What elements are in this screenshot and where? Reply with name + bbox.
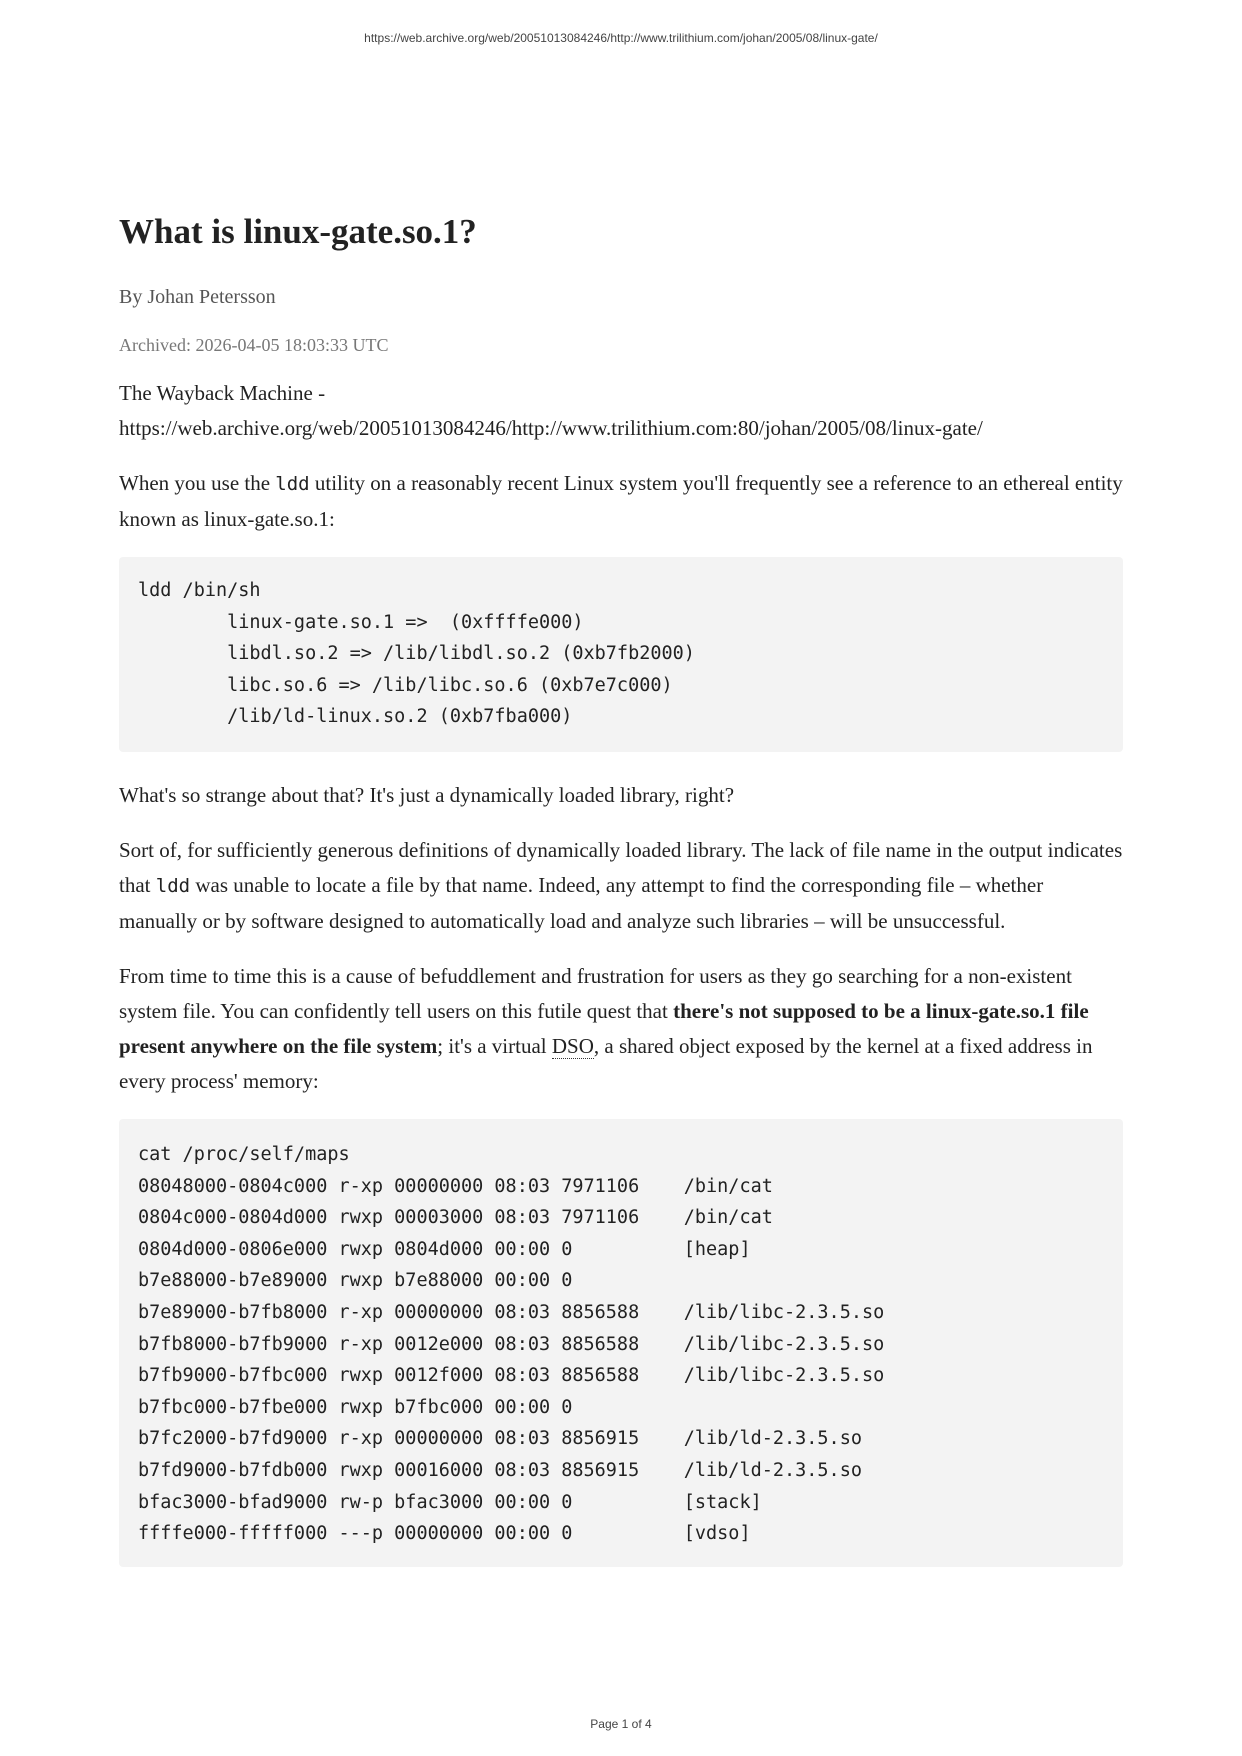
- code-line: b7fbc000-b7fbe000 rwxp b7fbc000 00:00 0: [138, 1396, 573, 1418]
- page-number: Page 1 of 4: [590, 1717, 652, 1731]
- dso-abbreviation: DSO: [551, 1034, 594, 1058]
- explanation-text-before: Sort of, for sufficiently generous definitions of dynamically loaded library. The lack of file name in the output indicates that: [119, 838, 1123, 897]
- inline-code-ldd: ldd: [275, 473, 310, 495]
- inline-code-ldd: ldd: [155, 875, 191, 897]
- archived-timestamp: Archived: 2026-04-05 18:03:33 UTC: [119, 335, 389, 355]
- code-line: bfac3000-bfad9000 rw-p bfac3000 00:00 0 [stack]: [138, 1491, 762, 1513]
- code-line: libc.so.6 => /lib/libc.so.6 (0xb7e7c000): [138, 674, 673, 696]
- dso-text-middle: ; it's a virtual: [437, 1034, 552, 1058]
- code-block-proc-maps: [119, 1119, 1123, 1567]
- page-title: What is linux-gate.so.1?: [119, 212, 477, 251]
- code-line: 0804c000-0804d000 rwxp 00003000 08:03 7971106 /bin/cat: [138, 1207, 773, 1229]
- dso-paragraph: [119, 959, 1123, 1099]
- code-line: /lib/ld-linux.so.2 (0xb7fba000): [138, 706, 573, 728]
- code-line: b7fd9000-b7fdb000 rwxp 00016000 08:03 8856915 /lib/ld-2.3.5.so: [138, 1459, 862, 1481]
- page-url-header: https://web.archive.org/web/20051013084246/http://www.trilithium.com/johan/2005/08/linux-gate/: [364, 31, 878, 45]
- source-url: https://web.archive.org/web/20051013084246/http://www.trilithium.com:80/johan/2005/08/linux-gate/: [119, 416, 983, 440]
- dso-text-before: From time to time this is a cause of befuddlement and frustration for users as they go searching for a non-existent system file. You can confidently tell users on this futile quest that: [119, 964, 1072, 1023]
- code-line: ffffe000-fffff000 ---p 00000000 00:00 0 [vdso]: [138, 1523, 751, 1545]
- code-line: b7e89000-b7fb8000 r-xp 00000000 08:03 8856588 /lib/libc-2.3.5.so: [138, 1301, 885, 1323]
- bold-emphasis: there's not supposed to be a linux-gate.so.1 file present anywhere on the file system: [119, 999, 1089, 1058]
- code-line: b7fc2000-b7fd9000 r-xp 00000000 08:03 8856915 /lib/ld-2.3.5.so: [138, 1428, 862, 1450]
- explanation-paragraph: [119, 833, 1123, 939]
- intro-text-before: When you use the: [119, 471, 276, 495]
- source-paragraph: [119, 376, 1123, 446]
- code-line: b7fb9000-b7fbc000 rwxp 0012f000 08:03 8856588 /lib/libc-2.3.5.so: [138, 1365, 885, 1387]
- code-line: ldd /bin/sh: [138, 580, 261, 601]
- code-block-ldd: [119, 557, 1123, 752]
- code-line: linux-gate.so.1 => (0xffffe000): [138, 611, 584, 633]
- article: [119, 210, 1123, 1593]
- source-label: The Wayback Machine -: [119, 381, 326, 405]
- question-paragraph: What's so strange about that? It's just a dynamically loaded library, right?: [119, 783, 735, 807]
- code-line: libdl.so.2 => /lib/libdl.so.2 (0xb7fb2000): [138, 643, 695, 665]
- byline: By Johan Petersson: [119, 286, 276, 308]
- code-line: 0804d000-0806e000 rwxp 0804d000 00:00 0 [heap]: [138, 1238, 751, 1260]
- code-line: b7fb8000-b7fb9000 r-xp 0012e000 08:03 8856588 /lib/libc-2.3.5.so: [138, 1333, 885, 1355]
- intro-text-after: utility on a reasonably recent Linux system you'll frequently see a reference to an ethereal entity known as linux-gate.so.1:: [119, 471, 1123, 531]
- code-line: b7e88000-b7e89000 rwxp b7e88000 00:00 0: [138, 1270, 573, 1292]
- code-line: 08048000-0804c000 r-xp 00000000 08:03 7971106 /bin/cat: [138, 1175, 773, 1197]
- explanation-text-after: was unable to locate a file by that name. Indeed, any attempt to find the corresponding file – whether manually or by software designed to automatically load and analyze such libraries – will be unsuccessful.: [119, 873, 1044, 933]
- dso-text-after: , a shared object exposed by the kernel at a fixed address in every process' memory:: [119, 1034, 1093, 1093]
- intro-paragraph: [119, 466, 1123, 537]
- code-line: cat /proc/self/maps: [138, 1144, 350, 1165]
